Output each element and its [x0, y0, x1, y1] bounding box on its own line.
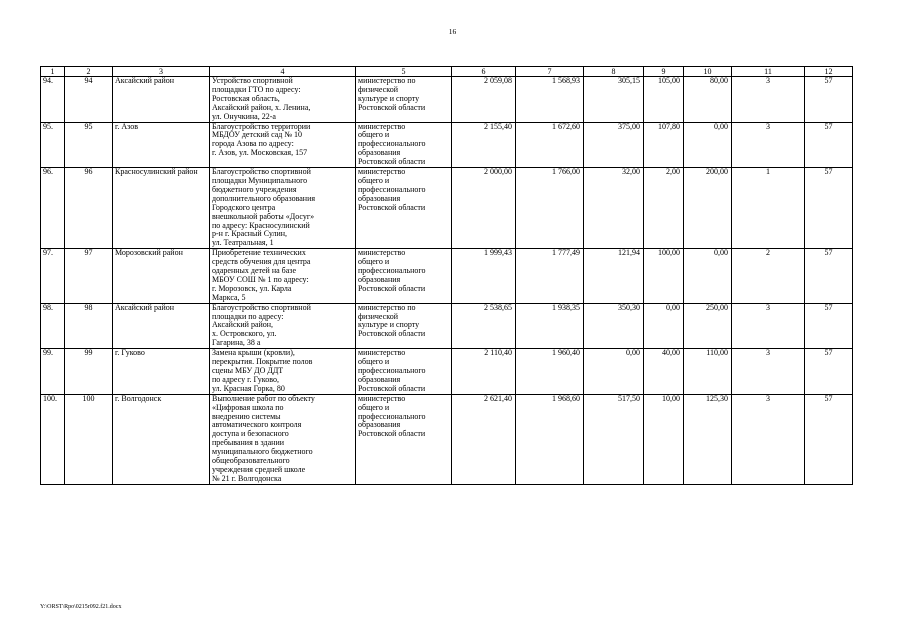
cell-line: города Азова по адресу: — [212, 139, 294, 149]
column-header-8: 8 — [584, 67, 644, 77]
cell-line: общего и — [358, 257, 390, 267]
column-header-12: 12 — [805, 67, 853, 77]
cell-c7: 1 568,93 — [516, 77, 584, 123]
cell-c2: 96 — [65, 168, 113, 249]
cell-line: площадки Муниципального — [212, 175, 308, 185]
header-row — [41, 67, 853, 77]
cell-c6: 2 538,65 — [452, 303, 516, 349]
cell-c9: 0,00 — [644, 303, 684, 349]
cell-line: министерство — [358, 248, 406, 258]
cell-c4 — [210, 77, 356, 123]
cell-c8: 350,30 — [584, 303, 644, 349]
cell-c1: 97. — [41, 249, 65, 303]
cell-line: Выполнение работ по объекту — [212, 394, 315, 403]
cell-line: министерство — [358, 167, 406, 177]
cell-c4 — [210, 249, 356, 303]
cell-line: МБОУ СОШ № 1 по адресу: — [212, 274, 309, 284]
cell-c1: 98. — [41, 303, 65, 349]
cell-line: пребывания в здании — [212, 438, 284, 448]
cell-c5 — [356, 303, 452, 349]
cell-line: по адресу: Красносулинский — [212, 220, 310, 230]
cell-c3: г. Азов — [113, 122, 210, 168]
table-row — [41, 77, 853, 123]
cell-line: Ростовской области — [358, 383, 426, 393]
cell-line: Аксайский район, — [212, 320, 274, 330]
cell-c3: г. Волгодонск — [113, 394, 210, 484]
cell-c6: 1 999,43 — [452, 249, 516, 303]
cell-c2: 99 — [65, 349, 113, 395]
cell-c12: 57 — [805, 303, 853, 349]
cell-line: министерство по — [358, 303, 416, 312]
cell-line: профессионального — [358, 366, 426, 375]
cell-c1: 99. — [41, 349, 65, 395]
cell-c12: 57 — [805, 394, 853, 484]
table-row — [41, 349, 853, 395]
cell-c1: 96. — [41, 168, 65, 249]
cell-c7: 1 672,60 — [516, 122, 584, 168]
table-row — [41, 394, 853, 484]
cell-c10: 125,30 — [684, 394, 732, 484]
cell-c3: Морозовский район — [113, 249, 210, 303]
cell-c11: 3 — [732, 349, 805, 395]
cell-line: г. Азов, ул. Московская, 157 — [212, 148, 308, 158]
cell-line: образования — [358, 148, 401, 158]
column-header-7: 7 — [516, 67, 584, 77]
cell-c10: 200,00 — [684, 168, 732, 249]
column-header-9: 9 — [644, 67, 684, 77]
cell-line: образования — [358, 420, 401, 430]
cell-c9: 2,00 — [644, 168, 684, 249]
cell-line: профессионального — [358, 266, 426, 276]
cell-line: министерство — [358, 394, 406, 403]
cell-line: Ростовской области — [358, 202, 426, 212]
cell-line: Ростовской области — [358, 283, 426, 293]
cell-c8: 32,00 — [584, 168, 644, 249]
cell-c12: 57 — [805, 249, 853, 303]
cell-c9: 105,00 — [644, 77, 684, 123]
cell-line: министерство по — [358, 76, 416, 85]
cell-c6: 2 110,40 — [452, 349, 516, 395]
cell-c10: 0,00 — [684, 249, 732, 303]
cell-c6: 2 000,00 — [452, 168, 516, 249]
footer-file-path: Y:\ORST\Rpo\0215r092.f21.docx — [40, 604, 122, 610]
cell-c2: 95 — [65, 122, 113, 168]
cell-c4 — [210, 394, 356, 484]
cell-line: физической — [358, 84, 398, 94]
cell-line: средств обучения для центра — [212, 257, 311, 267]
cell-line: общеобразовательного — [212, 456, 290, 466]
cell-c10: 80,00 — [684, 77, 732, 123]
cell-c6: 2 059,08 — [452, 77, 516, 123]
cell-c10: 250,00 — [684, 303, 732, 349]
cell-c5 — [356, 77, 452, 123]
cell-c3: Красносулинский район — [113, 168, 210, 249]
cell-c4 — [210, 168, 356, 249]
cell-c5 — [356, 249, 452, 303]
cell-c3: Аксайский район — [113, 77, 210, 123]
cell-c3: Аксайский район — [113, 303, 210, 349]
cell-c8: 375,00 — [584, 122, 644, 168]
cell-c12: 57 — [805, 349, 853, 395]
column-header-1: 1 — [41, 67, 65, 77]
cell-line: образования — [358, 374, 401, 384]
cell-c12: 57 — [805, 122, 853, 168]
cell-line: Замена крыши (кровли), — [212, 348, 295, 358]
cell-line: Ростовской области — [358, 157, 426, 167]
cell-c7: 1 960,40 — [516, 349, 584, 395]
cell-line: сцены МБУ ДО ДДТ — [212, 366, 284, 375]
cell-line: профессионального — [358, 411, 426, 421]
cell-line: р-н г. Красный Сулин, — [212, 229, 288, 239]
cell-c4 — [210, 303, 356, 349]
cell-c7: 1 777,49 — [516, 249, 584, 303]
cell-line: общего и — [358, 357, 390, 367]
cell-line: площадки по адресу: — [212, 311, 284, 321]
cell-c10: 0,00 — [684, 122, 732, 168]
cell-c6: 2 621,40 — [452, 394, 516, 484]
cell-c5 — [356, 122, 452, 168]
column-header-4: 4 — [210, 67, 356, 77]
column-header-2: 2 — [65, 67, 113, 77]
table-body — [41, 77, 853, 485]
cell-c12: 57 — [805, 168, 853, 249]
cell-c11: 1 — [732, 168, 805, 249]
cell-c2: 94 — [65, 77, 113, 123]
cell-c10: 110,00 — [684, 349, 732, 395]
cell-line: профессионального — [358, 139, 426, 149]
cell-line: дополнительного образования — [212, 193, 316, 203]
cell-c7: 1 766,00 — [516, 168, 584, 249]
cell-line: № 21 г. Волгодонска — [212, 473, 282, 483]
cell-line: внедрению системы — [212, 411, 281, 421]
cell-c11: 2 — [732, 249, 805, 303]
cell-line: общего и — [358, 402, 390, 412]
cell-c9: 10,00 — [644, 394, 684, 484]
cell-line: министерство — [358, 348, 406, 358]
cell-line: Аксайский район, х. Ленина, — [212, 102, 311, 112]
cell-line: культуре и спорту — [358, 320, 420, 330]
cell-c2: 97 — [65, 249, 113, 303]
cell-line: одаренных детей на базе — [212, 266, 296, 276]
cell-c4 — [210, 349, 356, 395]
cell-line: доступа и безопасного — [212, 429, 289, 439]
cell-c2: 98 — [65, 303, 113, 349]
cell-c9: 100,00 — [644, 249, 684, 303]
table-row — [41, 249, 853, 303]
cell-line: Ростовская область, — [212, 93, 280, 103]
cell-c8: 305,15 — [584, 77, 644, 123]
cell-line: ул. Театральная, 1 — [212, 238, 274, 248]
cell-line: автоматического контроля — [212, 420, 302, 430]
cell-c7: 1 938,35 — [516, 303, 584, 349]
cell-line: учреждения средней школе — [212, 464, 306, 474]
cell-line: по адресу г. Гуково, — [212, 374, 279, 384]
table-row — [41, 168, 853, 249]
cell-line: общего и — [358, 175, 390, 185]
cell-c5 — [356, 394, 452, 484]
column-header-3: 3 — [113, 67, 210, 77]
cell-line: Благоустройство спортивной — [212, 167, 311, 177]
column-header-5: 5 — [356, 67, 452, 77]
cell-c8: 517,50 — [584, 394, 644, 484]
cell-c1: 94. — [41, 77, 65, 123]
cell-c5 — [356, 168, 452, 249]
cell-line: внешкольной работы «Досуг» — [212, 211, 315, 221]
cell-line: ул. Красная Горка, 80 — [212, 383, 285, 393]
cell-line: профессионального — [358, 184, 426, 194]
cell-line: образования — [358, 193, 401, 203]
cell-c9: 40,00 — [644, 349, 684, 395]
cell-c4 — [210, 122, 356, 168]
cell-c12: 57 — [805, 77, 853, 123]
cell-line: Ростовской области — [358, 102, 426, 112]
cell-c8: 0,00 — [584, 349, 644, 395]
column-header-10: 10 — [684, 67, 732, 77]
data-table — [40, 66, 853, 485]
cell-line: «Цифровая школа по — [212, 402, 284, 412]
cell-line: Ростовской области — [358, 329, 426, 339]
table-header — [41, 67, 853, 77]
cell-line: Маркса, 5 — [212, 292, 246, 302]
table-row — [41, 303, 853, 349]
cell-c11: 3 — [732, 303, 805, 349]
cell-c11: 3 — [732, 77, 805, 123]
table-row — [41, 122, 853, 168]
column-header-6: 6 — [452, 67, 516, 77]
cell-line: Благоустройство территории — [212, 122, 311, 131]
cell-c8: 121,94 — [584, 249, 644, 303]
cell-line: перекрытия. Покрытие полов — [212, 357, 313, 367]
cell-c11: 3 — [732, 122, 805, 168]
cell-line: Благоустройство спортивной — [212, 303, 311, 312]
page-number: 16 — [448, 27, 457, 36]
cell-line: муниципального бюджетного — [212, 447, 313, 457]
cell-c7: 1 968,60 — [516, 394, 584, 484]
cell-line: площадки ГТО по адресу: — [212, 84, 301, 94]
cell-c1: 100. — [41, 394, 65, 484]
column-header-11: 11 — [732, 67, 805, 77]
cell-line: Ростовской области — [358, 429, 426, 439]
cell-line: х. Островского, ул. — [212, 329, 277, 339]
cell-line: Городского центра — [212, 202, 276, 212]
cell-line: Приобретение технических — [212, 248, 306, 258]
cell-c3: г. Гуково — [113, 349, 210, 395]
cell-c2: 100 — [65, 394, 113, 484]
cell-c9: 107,80 — [644, 122, 684, 168]
cell-line: культуре и спорту — [358, 93, 420, 103]
cell-line: Гагарина, 38 а — [212, 338, 261, 348]
cell-line: бюджетного учреждения — [212, 184, 297, 194]
cell-c6: 2 155,40 — [452, 122, 516, 168]
cell-c1: 95. — [41, 122, 65, 168]
cell-c5 — [356, 349, 452, 395]
cell-line: г. Морозовск, ул. Карла — [212, 283, 292, 293]
cell-line: общего и — [358, 130, 390, 140]
cell-line: ул. Онучкина, 22-а — [212, 111, 276, 121]
cell-line: Устройство спортивной — [212, 76, 293, 85]
cell-line: физической — [358, 311, 398, 321]
cell-line: МБДОУ детский сад № 10 — [212, 130, 302, 140]
cell-c11: 3 — [732, 394, 805, 484]
cell-line: образования — [358, 274, 401, 284]
cell-line: министерство — [358, 122, 406, 131]
